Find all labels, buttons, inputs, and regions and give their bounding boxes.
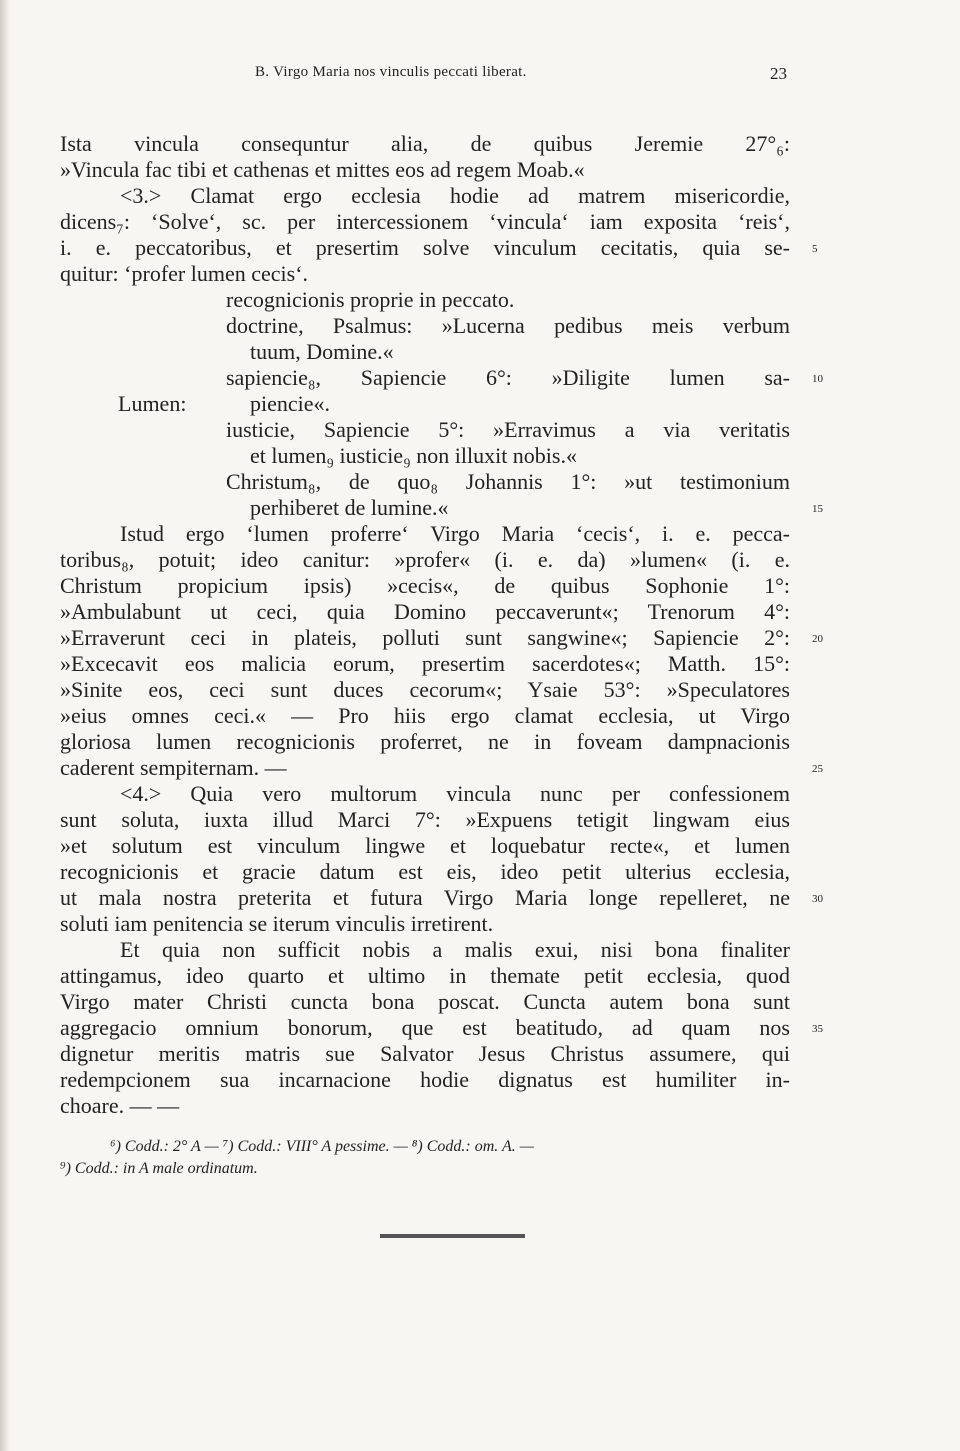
margin-line-number: 20 xyxy=(812,633,823,645)
text-line: toribus₈, potuit; ideo canitur: »profer« (i. e. da) »lumen« (i. e. xyxy=(60,547,790,572)
text-line: Virgo mater Christi cuncta bona poscat. Cuncta autem bona sunt xyxy=(60,989,790,1014)
text-line: Ista vincula consequntur alia, de quibus Jeremie 27°₆: xyxy=(60,131,790,156)
text-line: <4.> Quia vero multorum vincula nunc per confessionem xyxy=(120,781,790,806)
text-line: attingamus, ideo quarto et ultimo in themate petit ecclesia, quod xyxy=(60,963,790,988)
text-line: caderent sempiternam. — xyxy=(60,755,287,780)
text-line: soluti iam penitencia se iterum vinculis irretirent. xyxy=(60,911,494,936)
margin-line-number: 5 xyxy=(812,243,818,255)
margin-line-number: 25 xyxy=(812,763,823,775)
lumen-line: Christum₈, de quo₈ Johannis 1°: »ut testimonium xyxy=(226,469,790,494)
page-number: 23 xyxy=(770,64,787,83)
text-line: sunt soluta, iuxta illud Marci 7°: »Expuens tetigit lingwam eius xyxy=(60,807,790,832)
text-line: »Excecavit eos malicia eorum, presertim sacerdotes«; Matth. 15°: xyxy=(60,651,790,676)
footnote-line: ⁹) Codd.: in A male ordinatum. xyxy=(60,1160,258,1177)
footnote-line: ⁶) Codd.: 2° A — ⁷) Codd.: VIII° A pessime. — ⁸) Codd.: om. A. — xyxy=(110,1138,534,1155)
margin-line-number: 35 xyxy=(812,1023,823,1035)
text-line: »eius omnes ceci.« — Pro hiis ergo clamat ecclesia, ut Virgo xyxy=(60,703,790,728)
lumen-line: sapiencie₈, Sapiencie 6°: »Diligite lumen sa- xyxy=(226,365,790,390)
lumen-line: piencie«. xyxy=(250,391,331,416)
text-line: »Sinite eos, ceci sunt duces cecorum«; Ysaie 53°: »Speculatores xyxy=(60,677,790,702)
text-line: »Ambulabunt ut ceci, quia Domino peccaverunt«; Trenorum 4°: xyxy=(60,599,790,624)
text-line: ut mala nostra preterita et futura Virgo Maria longe repelleret, ne xyxy=(60,885,790,910)
text-line: i. e. peccatoribus, et presertim solve vinculum cecitatis, quia se- xyxy=(60,235,790,260)
text-line: dicens₇: ‘Solve‘, sc. per intercessionem ‘vincula‘ iam exposita ‘reis‘, xyxy=(60,209,790,234)
text-line: choare. — — xyxy=(60,1093,180,1118)
lumen-line: iusticie, Sapiencie 5°: »Erravimus a via veritatis xyxy=(226,417,790,442)
text-line: Et quia non sufficit nobis a malis exui, nisi bona finaliter xyxy=(120,937,790,962)
lumen-line: et lumen₉ iusticie₉ non illuxit nobis.« xyxy=(250,443,577,468)
lumen-label: Lumen: xyxy=(118,391,187,416)
margin-line-number: 10 xyxy=(812,373,823,385)
text-line: aggregacio omnium bonorum, que est beatitudo, ad quam nos xyxy=(60,1015,790,1040)
lumen-line: tuum, Domine.« xyxy=(250,339,394,364)
text-line: recognicionis et gracie datum est eis, ideo petit ulterius ecclesia, xyxy=(60,859,790,884)
page-spine-shadow xyxy=(0,0,10,1451)
running-title: B. Virgo Maria nos vinculis peccati liberat. xyxy=(255,64,527,80)
text-line: dignetur meritis matris sue Salvator Jesus Christus assumere, qui xyxy=(60,1041,790,1066)
margin-line-number: 30 xyxy=(812,893,823,905)
end-rule xyxy=(380,1234,525,1238)
text-line: »et solutum est vinculum lingwe et loquebatur recte«, et lumen xyxy=(60,833,790,858)
text-line: quitur: ‘profer lumen cecis‘. xyxy=(60,261,309,286)
text-line: redempcionem sua incarnacione hodie dignatus est humiliter in- xyxy=(60,1067,790,1092)
margin-line-number: 15 xyxy=(812,503,823,515)
text-line: »Erraverunt ceci in plateis, polluti sunt sangwine«; Sapiencie 2°: xyxy=(60,625,790,650)
text-line: <3.> Clamat ergo ecclesia hodie ad matrem misericordie, xyxy=(120,183,790,208)
text-line: gloriosa lumen recognicionis proferret, ne in foveam dampnacionis xyxy=(60,729,790,754)
text-line: Christum propicium ipsis) »cecis«, de quibus Sophonie 1°: xyxy=(60,573,790,598)
lumen-line: recognicionis proprie in peccato. xyxy=(226,287,515,312)
text-line: »Vincula fac tibi et cathenas et mittes eos ad regem Moab.« xyxy=(60,157,585,182)
lumen-line: perhiberet de lumine.« xyxy=(250,495,449,520)
lumen-line: doctrine, Psalmus: »Lucerna pedibus meis verbum xyxy=(226,313,790,338)
text-line: Istud ergo ‘lumen proferre‘ Virgo Maria ‘cecis‘, i. e. pecca- xyxy=(120,521,790,546)
